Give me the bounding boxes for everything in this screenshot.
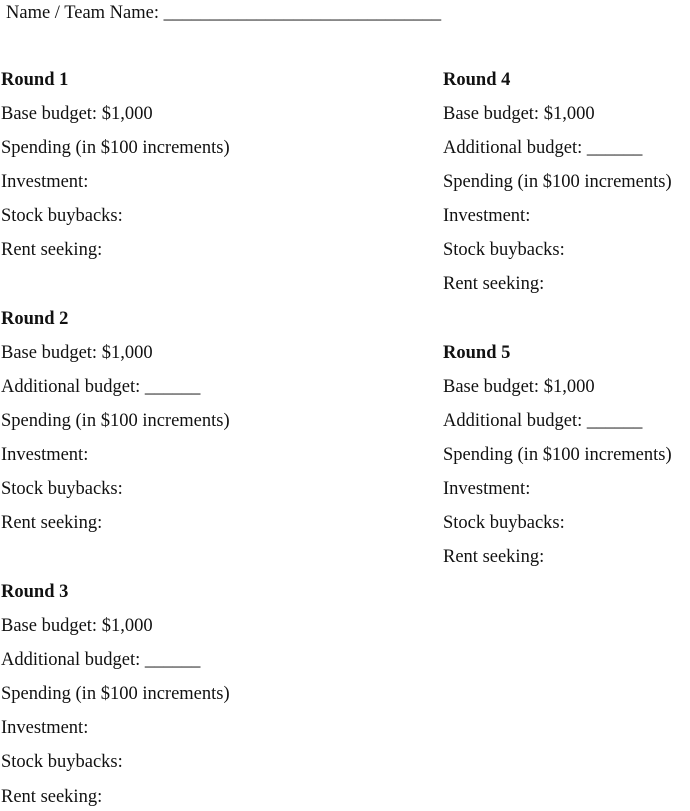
round-1-base-budget: Base budget: $1,000: [1, 104, 153, 124]
round-2-stock-buybacks: Stock buybacks:: [1, 479, 123, 499]
round-3-stock-buybacks: Stock buybacks:: [1, 752, 123, 772]
round-4-heading: Round 4: [443, 70, 511, 90]
round-3-rent-seeking: Rent seeking:: [1, 787, 103, 807]
round-5-heading: Round 5: [443, 343, 511, 363]
round-5-spending: Spending (in $100 increments): [443, 445, 672, 465]
round-1-spending: Spending (in $100 increments): [1, 138, 230, 158]
round-4-spending: Spending (in $100 increments): [443, 172, 672, 192]
round-5-rent-seeking: Rent seeking:: [443, 547, 545, 567]
round-3-base-budget: Base budget: $1,000: [1, 616, 153, 636]
round-1-heading: Round 1: [1, 70, 69, 90]
round-5-additional-budget[interactable]: Additional budget: ______: [443, 411, 643, 431]
round-2-base-budget: Base budget: $1,000: [1, 343, 153, 363]
round-3-spending: Spending (in $100 increments): [1, 684, 230, 704]
round-4-investment: Investment:: [443, 206, 531, 226]
round-2-heading: Round 2: [1, 309, 69, 329]
name-team-name-field[interactable]: Name / Team Name: ______________________________: [6, 3, 442, 23]
round-1-investment: Investment:: [1, 172, 89, 192]
round-4-stock-buybacks: Stock buybacks:: [443, 240, 565, 260]
round-5-stock-buybacks: Stock buybacks:: [443, 513, 565, 533]
round-3-additional-budget[interactable]: Additional budget: ______: [1, 650, 201, 670]
round-4-rent-seeking: Rent seeking:: [443, 274, 545, 294]
round-5-investment: Investment:: [443, 479, 531, 499]
round-2-additional-budget[interactable]: Additional budget: ______: [1, 377, 201, 397]
round-4-base-budget: Base budget: $1,000: [443, 104, 595, 124]
round-1-rent-seeking: Rent seeking:: [1, 240, 103, 260]
round-2-spending: Spending (in $100 increments): [1, 411, 230, 431]
round-3-investment: Investment:: [1, 718, 89, 738]
round-3-heading: Round 3: [1, 582, 69, 602]
round-2-investment: Investment:: [1, 445, 89, 465]
round-1-stock-buybacks: Stock buybacks:: [1, 206, 123, 226]
round-5-base-budget: Base budget: $1,000: [443, 377, 595, 397]
round-2-rent-seeking: Rent seeking:: [1, 513, 103, 533]
round-4-additional-budget[interactable]: Additional budget: ______: [443, 138, 643, 158]
